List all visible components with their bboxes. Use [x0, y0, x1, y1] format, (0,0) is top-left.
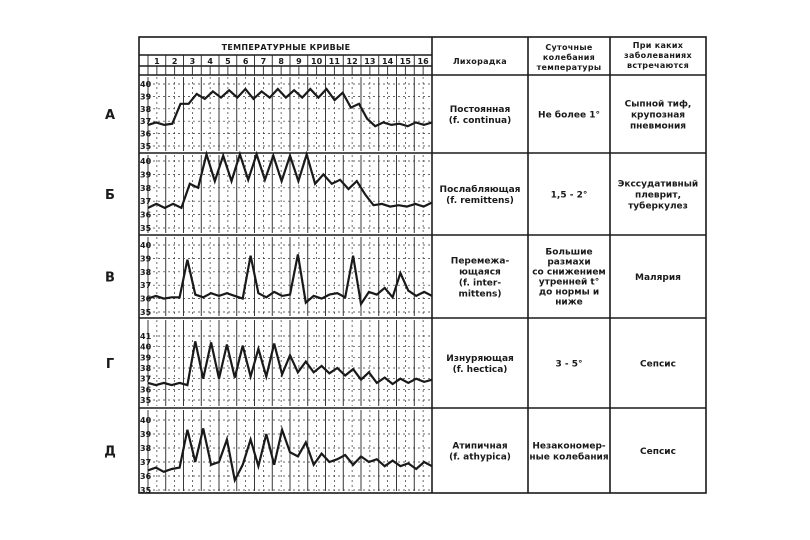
fever-row-3: [105, 237, 681, 317]
day-number: 11: [328, 57, 340, 66]
temp-tick-label: 39: [140, 170, 152, 180]
fever-column-header: Лихорадка: [452, 57, 508, 66]
temp-tick-label: 40: [140, 157, 152, 166]
daily-fluctuation-label: размахи: [547, 257, 591, 268]
temp-tick-label: 35: [140, 396, 152, 405]
temp-tick-label: 39: [140, 92, 152, 102]
daily-header-line-2: колебания: [542, 53, 596, 62]
temp-tick-label: 40: [140, 241, 152, 250]
daily-fluctuation-label: утренней t°: [538, 277, 600, 288]
row-letter: Б: [105, 188, 115, 203]
disease-label: крупозная: [630, 110, 686, 121]
day-number: 5: [225, 57, 231, 66]
temp-tick-label: 38: [140, 104, 152, 114]
daily-fluctuation-label: со снижением: [532, 267, 606, 278]
fever-type-label: Перемежа-: [450, 256, 510, 267]
fever-type-label: Изнуряющая: [446, 354, 514, 364]
daily-fluctuation-label: Незакономер-: [532, 441, 606, 452]
fever-rows: [104, 77, 698, 495]
temp-tick-label: 39: [140, 353, 152, 363]
daily-fluctuation-label: ниже: [555, 297, 583, 308]
fever-row-5: [104, 410, 676, 495]
row-letter: А: [104, 108, 116, 123]
day-number: 8: [278, 57, 284, 66]
temp-tick-label: 39: [140, 430, 152, 439]
temp-tick-label: 35: [140, 308, 152, 317]
day-number: 7: [260, 57, 267, 66]
temp-tick-label: 38: [140, 444, 152, 453]
temp-tick-label: 35: [140, 224, 152, 233]
daily-header-line-1: Суточные: [545, 43, 593, 52]
daily-fluctuation-label: ные колебания: [529, 452, 609, 463]
disease-label: Сепсис: [640, 359, 676, 370]
temp-tick-label: 38: [140, 183, 152, 193]
disease-label: Сепсис: [640, 447, 676, 457]
day-number: 6: [242, 57, 249, 66]
temp-tick-label: 37: [140, 117, 152, 127]
fever-row-4: [106, 320, 676, 406]
daily-fluctuation-label: Не более 1°: [538, 110, 600, 121]
fever-type-label: (f. inter-: [458, 278, 502, 289]
day-number: 12: [346, 57, 358, 66]
disease-label: Малярия: [635, 273, 681, 283]
row-letter: В: [105, 270, 115, 286]
disease-label: плеврит,: [635, 190, 681, 201]
row-letter: Д: [104, 444, 116, 460]
daily-fluctuation-label: Большие: [545, 247, 593, 258]
temp-tick-label: 40: [140, 416, 152, 425]
temp-tick-label: 41: [140, 332, 152, 341]
temp-tick-label: 37: [140, 458, 152, 467]
day-number: 15: [399, 57, 411, 66]
fever-type-label: (f. continua): [448, 116, 512, 126]
day-number: 3: [189, 57, 196, 66]
fever-type-label: (f. remittens): [446, 196, 514, 206]
fever-type-label: Послабляющая: [439, 185, 521, 195]
day-number: 9: [296, 57, 302, 66]
temp-tick-label: 36: [140, 129, 152, 139]
day-number: 16: [417, 57, 429, 66]
curves-title: ТЕМПЕРАТУРНЫЕ КРИВЫЕ: [221, 43, 351, 52]
diseases-header-line-1: При каких: [632, 41, 684, 50]
fever-type-label: Атипичная: [452, 441, 508, 452]
day-number: 4: [207, 57, 213, 66]
fever-type-label: mittens): [458, 289, 502, 300]
diseases-header-line-3: встречаются: [626, 61, 690, 70]
temp-tick-label: 36: [140, 472, 152, 481]
temp-tick-label: 37: [140, 374, 152, 384]
temp-tick-label: 38: [140, 364, 152, 373]
temp-tick-label: 40: [140, 80, 152, 89]
temp-tick-label: 36: [140, 210, 152, 220]
fever-row-1: [105, 77, 691, 151]
temp-tick-label: 40: [140, 342, 152, 352]
day-number-row: [148, 55, 429, 75]
temp-tick-label: 36: [140, 385, 152, 395]
fever-type-label: Постоянная: [449, 105, 511, 115]
row-letter: Г: [105, 357, 115, 372]
temp-tick-label: 37: [140, 197, 152, 207]
day-number: 1: [154, 57, 160, 66]
day-number: 10: [311, 57, 323, 66]
fever-type-label: ющаяся: [459, 267, 501, 278]
daily-fluctuation-label: до нормы и: [538, 287, 600, 298]
temp-tick-label: 35: [140, 142, 152, 151]
diseases-header-line-2: заболеваниях: [624, 51, 692, 60]
daily-fluctuation-label: 1,5 - 2°: [550, 190, 588, 201]
temp-tick-label: 37: [140, 281, 152, 291]
temp-tick-label: 35: [140, 486, 152, 495]
temp-tick-label: 38: [140, 267, 152, 277]
disease-label: пневмония: [629, 121, 687, 132]
daily-header-line-3: температуры: [536, 63, 602, 72]
disease-label: Сыпной тиф,: [624, 99, 692, 110]
day-number: 2: [171, 57, 178, 66]
day-number: 14: [382, 57, 394, 66]
temp-tick-label: 36: [140, 294, 152, 304]
day-number: 13: [364, 57, 376, 66]
table-frame: [139, 37, 706, 493]
daily-fluctuation-label: 3 - 5°: [555, 359, 583, 370]
temp-tick-label: 39: [140, 254, 152, 264]
fever-type-label: (f. hectica): [452, 365, 508, 375]
disease-label: туберкулез: [628, 201, 688, 212]
fever-type-label: (f. athypica): [449, 452, 511, 463]
disease-label: Экссудативный: [617, 179, 699, 190]
